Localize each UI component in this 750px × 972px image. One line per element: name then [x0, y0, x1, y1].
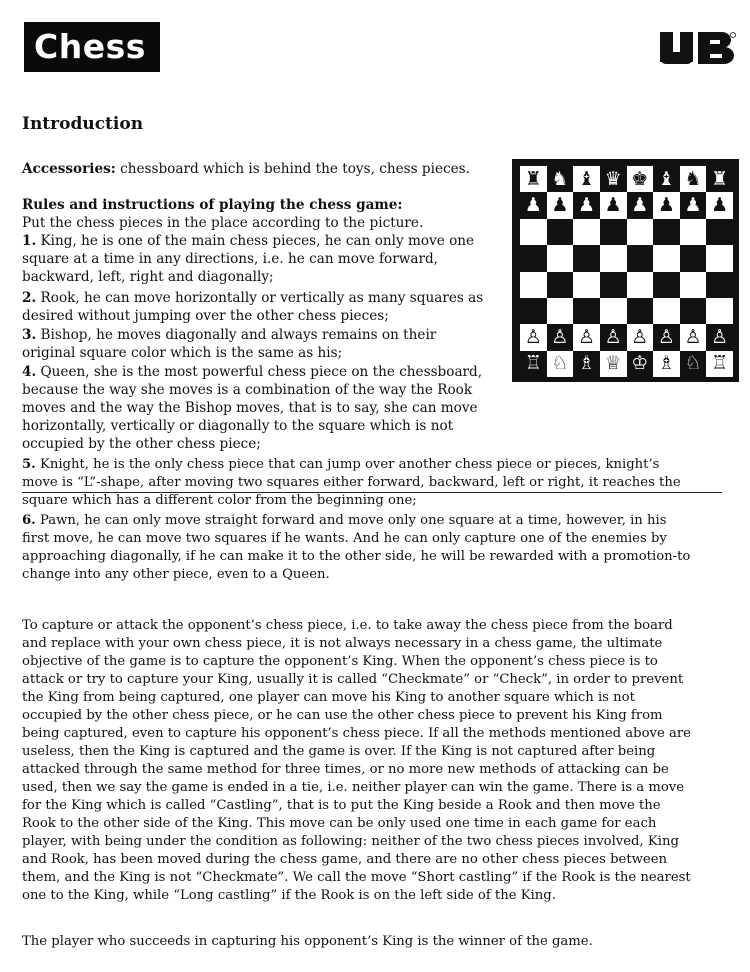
paragraph-line: the King from being captured, one player can move his King to another square which is not: [22, 690, 635, 705]
black-pawn-icon: ♟: [711, 194, 729, 217]
paragraph-line: being captured, even to capture his opponent’s chess piece. If all the methods mentioned above are: [22, 726, 691, 741]
board-square: [600, 298, 627, 324]
board-square: [653, 245, 680, 271]
rule-line: moves and the way the Bishop moves, that is to say, she can move: [22, 400, 478, 416]
white-bishop-icon: ♗: [578, 352, 596, 375]
paragraph-line: attack or try to capture your King, usually it is called “Checkmate” or “Check”, in order to prevent: [22, 672, 684, 687]
white-pawn-icon: ♙: [711, 325, 729, 348]
black-pawn-icon: ♟: [604, 194, 622, 217]
board-square: [600, 351, 627, 377]
paragraph-line: for the King which is called “Castling”, that is to put the King beside a Rook and then move the: [22, 798, 661, 813]
board-square: [680, 192, 707, 218]
rule-line: occupied by the other chess piece;: [22, 436, 261, 452]
rule-line: because the way she moves is a combination of the way the Rook: [22, 382, 473, 398]
black-pawn-icon: ♟: [524, 194, 542, 217]
white-pawn-icon: ♙: [578, 325, 596, 348]
board-square: [600, 324, 627, 350]
divider-line: [22, 492, 722, 493]
white-pawn-icon: ♙: [684, 325, 702, 348]
paragraph-line: and Rook, has been moved during the chess game, and there are no other chess pieces between: [22, 852, 668, 867]
black-rook-icon: ♜: [711, 167, 729, 190]
board-square: [706, 298, 733, 324]
board-square: [547, 298, 574, 324]
rules-lead: Put the chess pieces in the place according to the picture.: [22, 215, 424, 231]
board-square: [653, 219, 680, 245]
black-bishop-icon: ♝: [657, 167, 675, 190]
board-square: [600, 272, 627, 298]
paragraph-line: and replace with your own chess piece, it is not always necessary in a chess game, the ultimate: [22, 636, 663, 651]
rule-line: horizontally, vertically or diagonally to the square which is not: [22, 418, 454, 434]
board-square: [627, 351, 654, 377]
rule-line: desired without jumping over the other chess pieces;: [22, 308, 389, 324]
capture-paragraph: [22, 617, 737, 905]
board-square: [600, 166, 627, 192]
board-square: [573, 219, 600, 245]
rule-line: original square color which is the same as his;: [22, 345, 343, 361]
rule-number: 5.: [22, 457, 36, 472]
rule-number: 1.: [22, 233, 37, 249]
board-square: [627, 245, 654, 271]
rule-number: 6.: [22, 513, 36, 528]
board-square: [547, 166, 574, 192]
board-square: [706, 192, 733, 218]
rule-line: square at a time in any directions, i.e. he can move forward,: [22, 251, 439, 267]
brand-logo: [658, 28, 738, 72]
board-square: [573, 298, 600, 324]
white-pawn-icon: ♙: [631, 325, 649, 348]
paragraph-line: one to the King, while “Long castling” if the Rook is on the left side of the King.: [22, 888, 556, 903]
white-king-icon: ♔: [631, 352, 649, 375]
paragraph-line: occupied by the other chess piece, or he can use the other chess piece to prevent his King from: [22, 708, 663, 723]
black-king-icon: ♚: [631, 167, 649, 190]
board-square: [680, 324, 707, 350]
rule-item-knight: [22, 456, 737, 510]
white-pawn-icon: ♙: [551, 325, 569, 348]
white-knight-icon: ♘: [551, 352, 569, 375]
paragraph-line: objective of the game is to capture the opponent’s King. When the opponent’s chess piece is to: [22, 654, 658, 669]
rule-item-rook: [22, 289, 512, 325]
accessories-label: Accessories:: [22, 161, 116, 177]
black-bishop-icon: ♝: [578, 167, 596, 190]
page-title: Chess: [24, 22, 160, 72]
board-square: [573, 324, 600, 350]
white-pawn-icon: ♙: [604, 325, 622, 348]
board-square: [520, 219, 547, 245]
white-rook-icon: ♖: [524, 352, 542, 375]
board-square: [547, 192, 574, 218]
rule-number: 2.: [22, 290, 37, 306]
board-square: [680, 219, 707, 245]
board-square: [573, 272, 600, 298]
paragraph-line: attacked through the same method for three times, or no more new methods of attacking can be: [22, 762, 669, 777]
rule-number: 4.: [22, 364, 37, 380]
board-square: [706, 219, 733, 245]
paragraph-line: them, and the King is not “Checkmate”. We call the move “Short castling” if the Rook is the nearest: [22, 870, 691, 885]
board-square: [706, 324, 733, 350]
board-square: [706, 245, 733, 271]
board-square: [680, 351, 707, 377]
rule-line: approaching diagonally, if he can make it to the other side, he will be rewarded with a promotion-to: [22, 549, 691, 564]
rule-line: King, he is one of the main chess pieces, he can only move one: [36, 233, 475, 249]
accessories-text: chessboard which is behind the toys, chess pieces.: [115, 161, 470, 177]
board-square: [653, 351, 680, 377]
paragraph-line: useless, then the King is captured and the game is over. If the King is not captured after being: [22, 744, 656, 759]
rule-line: first move, he can move two squares if he wants. And he can only capture one of the enemies by: [22, 531, 667, 546]
white-bishop-icon: ♗: [657, 352, 675, 375]
board-square: [653, 324, 680, 350]
black-rook-icon: ♜: [524, 167, 542, 190]
rule-line: Bishop, he moves diagonally and always remains on their: [36, 327, 437, 343]
paragraph-line: used, then we say the game is ended in a tie, i.e. neither player can win the game. There is a move: [22, 780, 685, 795]
board-square: [547, 219, 574, 245]
black-queen-icon: ♛: [604, 167, 622, 190]
chessboard-grid: [519, 165, 734, 378]
black-pawn-icon: ♟: [657, 194, 675, 217]
black-pawn-icon: ♟: [551, 194, 569, 217]
board-square: [573, 166, 600, 192]
board-square: [653, 192, 680, 218]
white-pawn-icon: ♙: [524, 325, 542, 348]
board-square: [573, 192, 600, 218]
board-square: [547, 272, 574, 298]
rule-line: Knight, he is the only chess piece that can jump over another chess piece or pieces, knight’s: [35, 457, 660, 472]
rule-line: square which has a different color from the beginning one;: [22, 493, 417, 508]
board-square: [520, 166, 547, 192]
paragraph-line: To capture or attack the opponent’s chess piece, i.e. to take away the chess piece from the board: [22, 618, 673, 633]
white-knight-icon: ♘: [684, 352, 702, 375]
white-rook-icon: ♖: [711, 352, 729, 375]
paragraph-line: Rook to the other side of the King. This move can be only used one time in each game for each: [22, 816, 657, 831]
board-square: [706, 272, 733, 298]
board-square: [706, 166, 733, 192]
board-square: [600, 219, 627, 245]
board-square: [520, 298, 547, 324]
black-pawn-icon: ♟: [578, 194, 596, 217]
board-square: [600, 245, 627, 271]
rule-item-king: [22, 232, 512, 286]
rule-line: Pawn, he can only move straight forward and move only one square at a time, however, in his: [35, 513, 667, 528]
rule-number: 3.: [22, 327, 37, 343]
closing-line: The player who succeeds in capturing his opponent’s King is the winner of the game.: [22, 934, 593, 949]
board-square: [627, 192, 654, 218]
board-square: [520, 351, 547, 377]
rule-line: change into any other piece, even to a Queen.: [22, 567, 330, 582]
board-square: [653, 272, 680, 298]
rule-line: backward, left, right and diagonally;: [22, 269, 274, 285]
board-square: [547, 324, 574, 350]
chessboard-picture: [512, 159, 739, 382]
black-knight-icon: ♞: [684, 167, 702, 190]
board-square: [547, 245, 574, 271]
board-square: [627, 166, 654, 192]
board-square: [600, 192, 627, 218]
rule-line: move is “L”-shape, after moving two squares either forward, backward, left or right, it reaches the: [22, 475, 681, 490]
black-knight-icon: ♞: [551, 167, 569, 190]
board-square: [680, 245, 707, 271]
board-square: [653, 166, 680, 192]
rules-heading: Rules and instructions of playing the chess game:: [22, 197, 403, 213]
board-square: [627, 219, 654, 245]
board-square: [520, 192, 547, 218]
rule-line: Queen, she is the most powerful chess piece on the chessboard,: [36, 364, 483, 380]
board-square: [627, 298, 654, 324]
white-queen-icon: ♕: [604, 352, 622, 375]
board-square: [706, 351, 733, 377]
black-pawn-icon: ♟: [684, 194, 702, 217]
rule-item-queen: [22, 363, 512, 453]
white-pawn-icon: ♙: [657, 325, 675, 348]
rule-line: Rook, he can move horizontally or vertically as many squares as: [36, 290, 484, 306]
board-square: [627, 324, 654, 350]
rule-item-pawn: [22, 512, 737, 584]
board-square: [627, 272, 654, 298]
board-square: [520, 245, 547, 271]
rule-item-bishop: [22, 326, 512, 362]
board-square: [680, 272, 707, 298]
board-square: [520, 324, 547, 350]
board-square: [680, 298, 707, 324]
board-square: [573, 245, 600, 271]
intro-heading: Introduction: [22, 114, 144, 134]
paragraph-line: player, with being under the condition as following: neither of the two chess pieces involved, King: [22, 834, 679, 849]
board-square: [680, 166, 707, 192]
accessories-line: [22, 160, 470, 178]
board-square: [653, 298, 680, 324]
board-square: [573, 351, 600, 377]
black-pawn-icon: ♟: [631, 194, 649, 217]
board-square: [520, 272, 547, 298]
board-square: [547, 351, 574, 377]
